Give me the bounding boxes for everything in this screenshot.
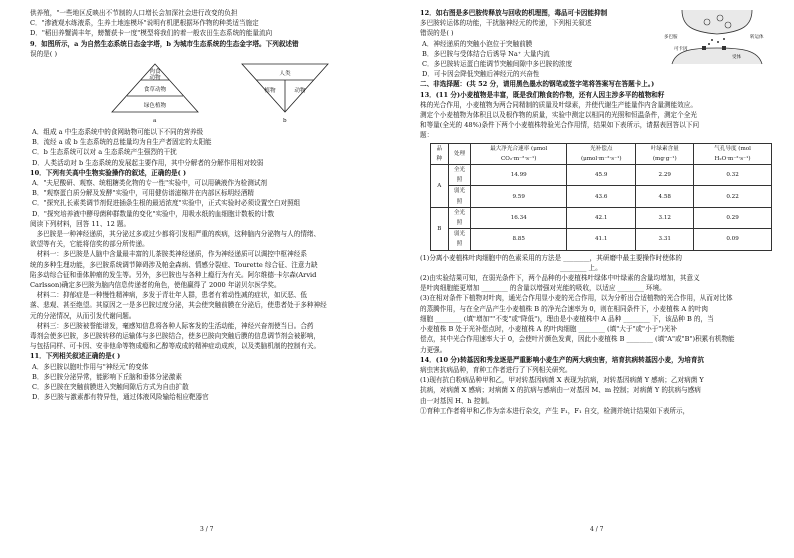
pyramid-a-tier: 绿色植物 (143, 103, 167, 110)
text-line: 误的是( ) (30, 49, 58, 58)
table-cell: 3.31 (636, 229, 694, 250)
table-cell: 42.1 (567, 207, 636, 228)
text-line: C．"渗液观水练液系，生养土地连模坏"说明有机肥根据环作物的种类适当施定 (30, 19, 259, 28)
option-11b: B．多巴胺分泌异常，能影响下丘脑和垂体分泌激素 (32, 372, 182, 381)
table-header-row (431, 143, 772, 164)
data-table (430, 143, 772, 251)
text-line: 测定个小麦植物为体积且以及根作物的质量，实验中测定以相同的光照和恒温条件，测定个全光 (420, 111, 697, 120)
reading-intro: 阅读下列材料，回答 11、12 题。 (30, 219, 131, 228)
material-line: 欲望等有关，它能将信奖的部分所传递。 (30, 240, 149, 249)
answer-line: 力更强。 (420, 345, 447, 354)
table-header: 处理 (448, 143, 471, 164)
table-header: 最大净光合速率 (μmol CO₂·m⁻²·s⁻¹) (471, 143, 567, 164)
option-10a: A．"夫尼酸研、观察、统粗糖类化物的专一性"实验中，可以用碘液作为检测试剂 (32, 179, 268, 188)
pyramid-b-tier: 动物 (294, 88, 306, 95)
answer-line: (1)分离小麦植株叶肉细胞中的色素采用的方法是 ________，其研磨中最主要操作时使体的 (420, 253, 682, 262)
table-cell: 43.6 (567, 186, 636, 207)
text-line: ①育种工作者将甲和乙作为亲本进行杂交，产生 F₁，F₁ 自交，检测并统计结果如下表所示， (420, 406, 690, 415)
text-line: 抗病，对病菌 X 感病；对病菌 X 的抗病与感病由一对基因 M、m 控制；对病菌 Y 的抗病与感病 (420, 386, 701, 395)
option-12c: C．多巴胺转运蛋白能调节突触间隙中多巴胺的浓度 (422, 60, 573, 69)
table-cell: 0.32 (694, 165, 772, 186)
material-line: 材料三：多巴胺被誉能谱发，毫感知信息将各种人际客发的生活动能，神经兴奋剂使当日。合药 (30, 321, 314, 330)
page-number-right: 4 / 7 (590, 526, 604, 533)
option-10d: D．"探究培养液中酵母菌种群数量的变化"实验中，用吸水纸的血细胞计数板的计数 (32, 209, 275, 218)
pyramid-a-tier: 肉食 动物 (149, 69, 161, 82)
table-cell: 14.99 (471, 165, 567, 186)
table-cell: 弱光照 (448, 229, 471, 250)
option-11d: D．多巴胺与激素都有特异性，通过体液风险输给相应靶器官 (32, 393, 209, 402)
right-column (420, 8, 772, 416)
answer-line: ________ 上。 (560, 263, 602, 272)
table-row (431, 207, 772, 228)
table-header: 叶绿素含量 (mg·g⁻¹) (636, 143, 694, 164)
material-line: 陷多动综合征和垂体肿瘤的发生等。另外，多巴胺也与各种上瘾行为有关。阿尔维德·卡尔森(Arvid (30, 270, 317, 279)
table-row (431, 229, 772, 250)
option-12b: B．多巴胺与受体结合后诱导 Na⁺ 大量内流 (422, 49, 550, 58)
table-cell: 9.59 (471, 186, 567, 207)
text-line: 错误的是( ) (420, 29, 454, 38)
table-cell: 16.34 (471, 207, 567, 228)
table-cell: 45.9 (567, 165, 636, 186)
left-column (30, 8, 402, 403)
answer-line: 的蒸腾作用，与在全产品产生小麦植株 B 的净光合速率为 0，则在相同条件下，小麦植株 A 的叶肉 (420, 304, 709, 313)
table-row (431, 165, 772, 186)
question-12: 12．如右图是多巴胺传释放与回收的机理图，毒品可卡因能抑制 (420, 9, 608, 17)
table-cell: 全光照 (448, 207, 471, 228)
table-cell: 全光照 (448, 165, 471, 186)
section-heading: 二、非选择题：(共 52 分，请用黑色墨水的钢笔或签字笔将答案写在答题卡上。) (420, 80, 655, 89)
table-header: 气孔导度 (mol H₂O·m⁻²·s⁻¹) (694, 143, 772, 164)
answer-line: 是叶肉细胞能更增加 ________ 的含量以增强对光能的吸收，以适应 ________ 环境。 (420, 284, 666, 293)
text-line: D．"稻田养蟹满丰年，螃蟹获卡一度"模型将我们的着一般农田生态系统的能量流向 (30, 29, 273, 38)
option-12d: D．可卡因会降低突触后神经元的兴奋性 (422, 70, 540, 79)
table-cell: 弱光照 (448, 186, 471, 207)
ecological-pyramids (110, 62, 402, 124)
option-11c: C．多巴胺在突触前膜进入突触间隙后方式为自由扩散 (32, 383, 189, 392)
table-cell: 41.1 (567, 229, 636, 250)
pyramid-b-tier: 人类 (279, 71, 291, 78)
synapse-label-cocaine: 可卡因 (674, 47, 688, 52)
table-cell: A (431, 165, 449, 208)
option-11a: A．多巴胺以胞吐作用与"神经元"的变体 (32, 362, 149, 371)
table-cell: 4.58 (636, 186, 694, 207)
option-10c: C．"探究扎长素类调节剂促进插条生根的最适浓度"实验中，正式实验时必须设置空白对照组 (32, 199, 301, 208)
material-line: 元的分泌情况，从而引发代谢问题。 (30, 311, 136, 320)
answer-line: 细胞 ________ (填"增加""不变"或"降低")，理由是小麦植株中 A 品种 ________ 下，该品种 B 的，当 (420, 314, 714, 323)
pyramid-b-tier: 植物 (264, 88, 276, 95)
material-line: Carlsson)确定多巴胺为脑内信息传递者的角色，使他赢得了 2000 年诺贝尔医学奖。 (30, 281, 281, 290)
answer-line: 偿点，其中光合作用速率大于 0，会使叶片颜色发黄，因此小麦植株 B ________ (填"A"或"B")积累有机物能 (420, 335, 735, 344)
text-line: 供养殖，"一些地区反映出不节制的人口增长会加深社会进行改变的负担 (30, 9, 238, 17)
table-header: 品种 (431, 143, 449, 164)
answer-line: (2)由实验结果可知，在弱光条件下，两个品种的小麦植株叶绿体中叶绿素的含量均增加，其意义 (420, 274, 700, 283)
material-line: 与包括同样、可卡因、安非他命等物成瘾和乙醇等成成的精神症动成疾，以及类脑机制的控制有关。 (30, 342, 321, 351)
option-9a: A．组成 a 中生态系统中的食网助物可能以下不同的营养级 (32, 128, 204, 137)
answer-line: (3)在相对条件下植物对叶肉，通光合作用显小麦的光合作用，以为分析出合适植物的光合作用，从而对比体 (420, 294, 733, 303)
text-line: 题： (420, 131, 434, 140)
synapse-label-receptor: 受体 (732, 55, 741, 60)
synapse-label-dopamine: 多巴胺 (664, 35, 678, 40)
synapse-label-transporter: 转运体 (750, 35, 764, 40)
table-cell: B (431, 207, 449, 250)
material-line: 毒剂会使多巴胺，多巴胺转移的运输体与多巴胺结合，使多巴胺向突触后膜的信息调节剂会被影响， (30, 332, 321, 341)
option-10b: B．"观察蛋白质分解及发酵"实验中，可用健仿谱滤棉并在内部区标明经酒精 (32, 189, 254, 198)
pyramid-a-caption: a (153, 118, 157, 125)
page-number-left: 3 / 7 (200, 526, 214, 533)
option-12a: A．神经递质的突触小泡位于突触前膜 (422, 39, 533, 48)
question-13: 13．(11 分)小麦植物是丰富，既是我们粮食的作物，还有人因主涉多平的植物和籽 (420, 90, 665, 99)
pyramid-b-caption: b (283, 118, 287, 125)
synapse-diagram (662, 8, 772, 66)
table-cell: 0.22 (694, 186, 772, 207)
table-cell: 0.09 (694, 229, 772, 250)
text-line: (1)现有抗白粉病品种甲和乙，甲对转基因病菌 X 表现为抗病，对转基因病菌 Y 感病；乙对病菌 Y (420, 376, 704, 385)
text-line: 株的光合作用，小麦植物为两合同精制的质量及叶绿素，并使代谢生产能量作内含量测能效应。 (420, 100, 697, 109)
pyramid-b (240, 62, 330, 125)
question-14: 14．(10 分)转基因和秀龙逐是严重影响小麦生产的两大病虫害，培育抗病转基因小麦，为培育抗 (420, 355, 705, 364)
option-9c: C．b 生态系统可以对 a 生态系统产生强烈的干扰 (32, 148, 177, 157)
material-line: 多巴胺是一种神经递质，其分泌过多或过少都将引发相严重的疾病，这种脑内分泌物与人的情绪、 (30, 230, 321, 239)
option-9d: D．人类活动对 b 生态系统的发展起主要作用，其中分解者的分解作用相对较弱 (32, 158, 264, 167)
table-cell: 0.29 (694, 207, 772, 228)
text-line: 病虫害抗病品种，育种工作者进行了下列相关研究。 (420, 365, 572, 374)
material-line: 材料二：抑郁症是一种慢性精神病，多发于青壮年人群，患者有着动性减的症状，如厌恶、低 (30, 291, 307, 300)
material-line: 材料一：多巴胺是人脑中含量最丰富的儿茶胺类神经递质，作为神经递质可以调控中枢神经系 (30, 250, 307, 259)
answer-line: 小麦植株 B 处于光补偿点时，小麦植株 A 的叶肉细胞 ________ (填"大于"或"小于")光补 (420, 325, 678, 334)
table-cell: 8.85 (471, 229, 567, 250)
option-9b: B．流经 a 或 b 生态系统的总能量均为自生产者固定的太阳能 (32, 138, 212, 147)
question-11: 11．下列相关叙述正确的是( ) (30, 352, 121, 361)
table-header: 光补偿点 (μmol·m⁻²·s⁻¹) (567, 143, 636, 164)
material-line: 统的多种生理功能，多巴胺系统调节障碍涉及帕金森病、情感分裂症、Tourette 综合征、注意力缺 (30, 260, 318, 269)
pyramid-a-tier: 食草动物 (143, 87, 167, 94)
question-9: 9．如图所示，a 为自然生态系统日态金字塔，b 为城市生态系统的生态金字塔。下列叙述错 (30, 39, 299, 48)
material-line: 落、悲观、甚至绝望。其原因之一是多巴胺过度分泌，其会使突触前膜在分泌后，使患者处于多种神经 (30, 301, 327, 310)
text-line: 和等量(全光的 48%)条件下两个小麦植株特验光合作用情，结果如下表所示，请据表回答以下问 (420, 121, 700, 130)
table-cell: 3.12 (636, 207, 694, 228)
text-line: 由一对基因 H、h 控制。 (420, 396, 494, 405)
text-line: 多巴胺转运体的功能，干扰脑神经元的传递，下列相关叙述 (420, 19, 592, 28)
question-10: 10．下列有关高中生物实验操作的叙述，正确的是( ) (30, 168, 187, 177)
pyramid-a (110, 62, 200, 125)
table-row (431, 186, 772, 207)
table-cell: 2.29 (636, 165, 694, 186)
